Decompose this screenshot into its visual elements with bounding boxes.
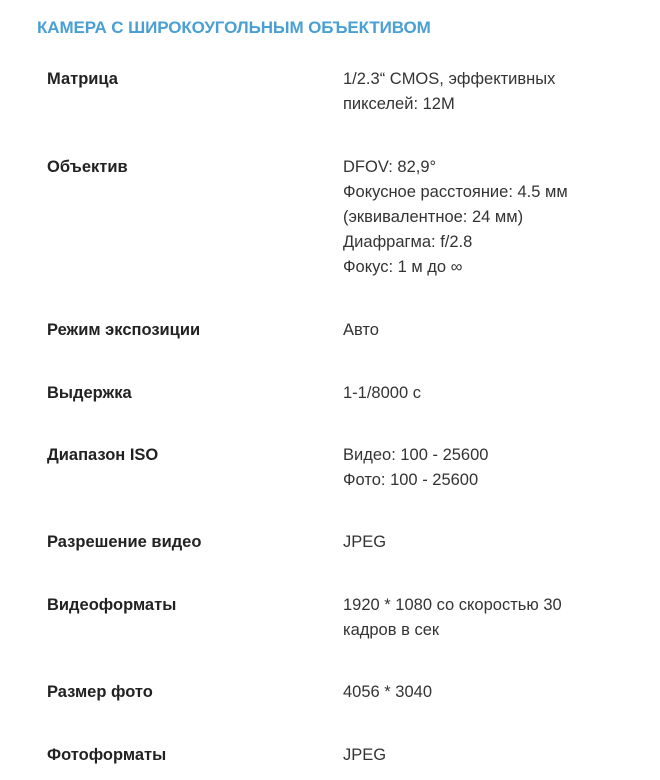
- spec-value: [343, 743, 643, 768]
- spec-value: [343, 67, 643, 117]
- spec-value-line: 1920 * 1080 со скоростью 30: [343, 596, 562, 614]
- spec-label: Фотоформаты: [47, 746, 167, 764]
- spec-value: [343, 593, 643, 643]
- spec-label: Видеоформаты: [47, 596, 177, 614]
- spec-value-line: Фокус: 1 м до ∞: [343, 258, 463, 276]
- spec-label: Размер фото: [47, 683, 153, 701]
- spec-label: Разрешение видео: [47, 533, 202, 551]
- spec-label: Матрица: [47, 70, 118, 88]
- section-title: КАМЕРА С ШИРОКОУГОЛЬНЫМ ОБЪЕКТИВОМ: [37, 18, 431, 37]
- spec-value-line: 1-1/8000 с: [343, 384, 421, 402]
- spec-value-line: Диафрагма: f/2.8: [343, 233, 473, 251]
- spec-value-line: Фото: 100 - 25600: [343, 471, 479, 489]
- spec-label: Диапазон ISO: [47, 446, 159, 464]
- spec-value: [343, 381, 643, 406]
- spec-value: [343, 530, 643, 555]
- spec-value-line: кадров в сек: [343, 621, 440, 639]
- spec-value-line: (эквивалентное: 24 мм): [343, 208, 524, 226]
- spec-value-line: JPEG: [343, 533, 387, 551]
- spec-value-line: 4056 * 3040: [343, 683, 433, 701]
- spec-value-line: Фокусное расстояние: 4.5 мм: [343, 183, 568, 201]
- spec-value: [343, 155, 643, 280]
- spec-value: [343, 680, 643, 705]
- spec-label: Выдержка: [47, 384, 132, 402]
- spec-label: Режим экспозиции: [47, 321, 201, 339]
- spec-value-line: Видео: 100 - 25600: [343, 446, 489, 464]
- spec-value-line: Авто: [343, 321, 379, 339]
- spec-value: [343, 318, 643, 343]
- spec-value-line: DFOV: 82,9°: [343, 158, 437, 176]
- spec-value-line: пикселей: 12М: [343, 95, 455, 113]
- spec-label: Объектив: [47, 158, 128, 176]
- spec-value: [343, 443, 643, 493]
- spec-value-line: 1/2.3“ CMOS, эффективных: [343, 70, 556, 88]
- spec-value-line: JPEG: [343, 746, 387, 764]
